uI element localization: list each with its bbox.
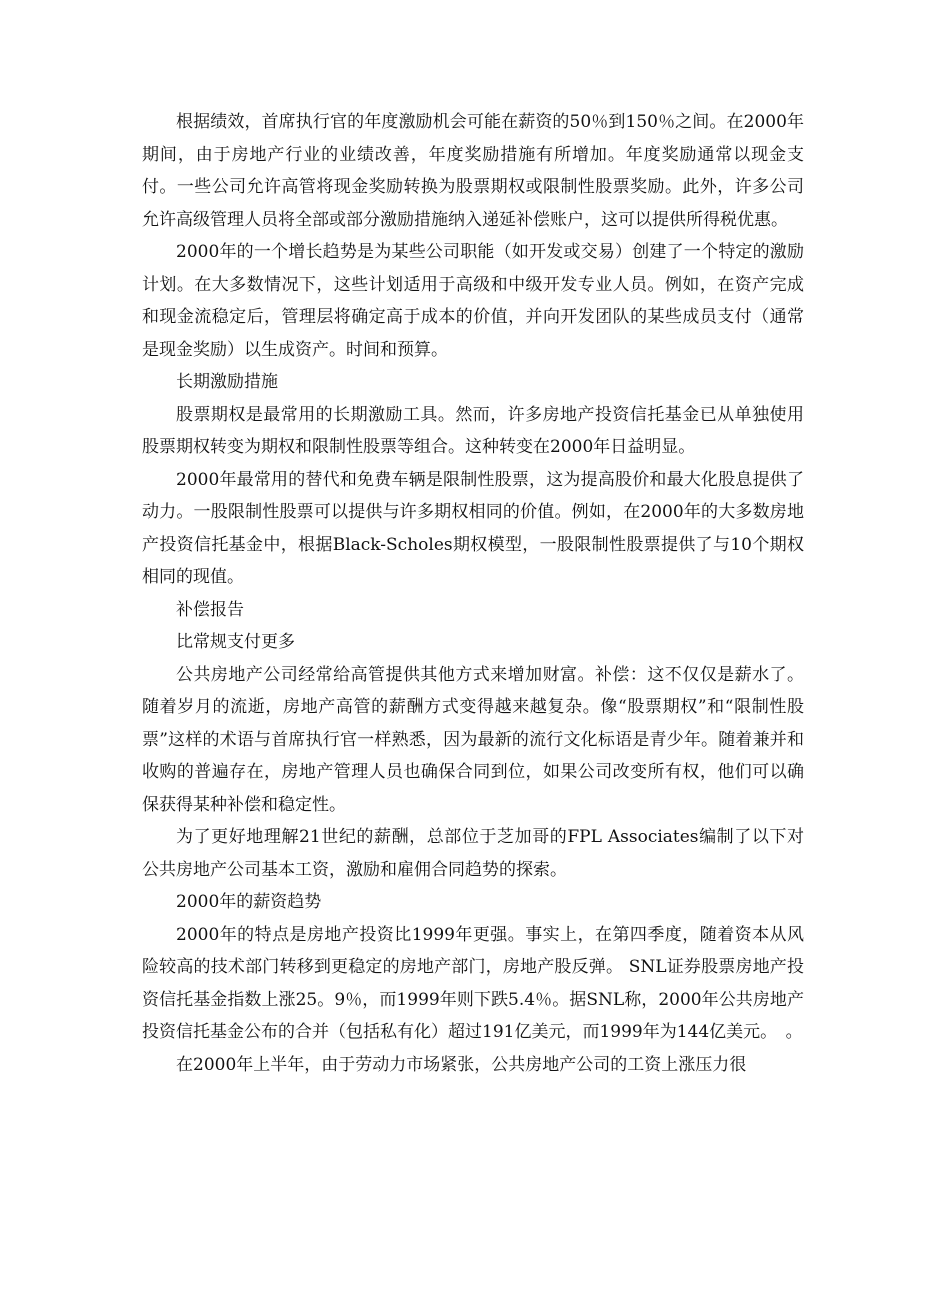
paragraph-restricted-stock: 2000年最常用的替代和免费车辆是限制性股票，这为提高股价和最大化股息提供了动力。一股限制性股票可以提供与许多期权相同的价值。例如，在2000年的大多数房地产投资信托基金中，根据Black-Scholes期权模型，一股限制性股票提供了与10个期权相同的现值。 — [142, 469, 804, 587]
paragraph-2000-characteristics: 2000年的特点是房地产投资比1999年更强。事实上，在第四季度，随着资本从风险较高的技术部门转移到更稳定的房地产部门，房地产股反弹。 SNL证券股票房地产投资信托基金指数上涨25。9％，而1999年则下跌5.4％。据SNL称，2000年公共房地产投资信托基金公布的合并（包括私有化）超过191亿美元，而1999年为144亿美元。 。 — [142, 924, 804, 1042]
heading-compensation-report: 补偿报告 — [176, 599, 244, 620]
document-page — [142, 106, 804, 1081]
paragraph-wealth-methods: 公共房地产公司经常给高管提供其他方式来增加财富。补偿：这不仅仅是薪水了。随着岁月的流逝，房地产高管的薪酬方式变得越来越复杂。像“股票期权”和“限制性股票”这样的术语与首席执行官一样熟悉，因为最新的流行文化标语是青少年。随着兼并和收购的普遍存在，房地产管理人员也确保合同到位，如果公司改变所有权，他们可以确保获得某种补偿和稳定性。 — [142, 664, 804, 815]
paragraph-fpl-associates: 为了更好地理解21世纪的薪酬，总部位于芝加哥的FPL Associates编制了以下对公共房地产公司基本工资，激励和雇佣合同趋势的探索。 — [142, 827, 804, 880]
paragraph-first-half-2000: 在2000年上半年，由于劳动力市场紧张，公共房地产公司的工资上涨压力很 — [176, 1054, 747, 1075]
paragraph-stock-options: 股票期权是最常用的长期激励工具。然而，许多房地产投资信托基金已从单独使用股票期权转变为期权和限制性股票等组合。这种转变在2000年日益明显。 — [142, 404, 804, 457]
heading-long-term-incentives: 长期激励措施 — [176, 372, 278, 392]
heading-more-than-regular-pay: 比常规支付更多 — [176, 632, 295, 652]
paragraph-ceo-annual-incentive: 根据绩效，首席执行官的年度激励机会可能在薪资的50％到150％之间。在2000年期间，由于房地产行业的业绩改善，年度奖励措施有所增加。年度奖励通常以现金支付。一些公司允许高管将现金奖励转换为股票期权或限制性股票奖励。此外，许多公司允许高级管理人员将全部或部分激励措施纳入递延补偿账户，这可以提供所得税优惠。 — [142, 112, 804, 230]
heading-salary-trends-2000: 2000年的薪资趋势 — [176, 892, 322, 912]
paragraph-growth-trend: 2000年的一个增长趋势是为某些公司职能（如开发或交易）创建了一个特定的激励计划。在大多数情况下，这些计划适用于高级和中级开发专业人员。例如，在资产完成和现金流稳定后，管理层将确定高于成本的价值，并向开发团队的某些成员支付（通常是现金奖励）以生成资产。时间和预算。 — [142, 242, 804, 360]
